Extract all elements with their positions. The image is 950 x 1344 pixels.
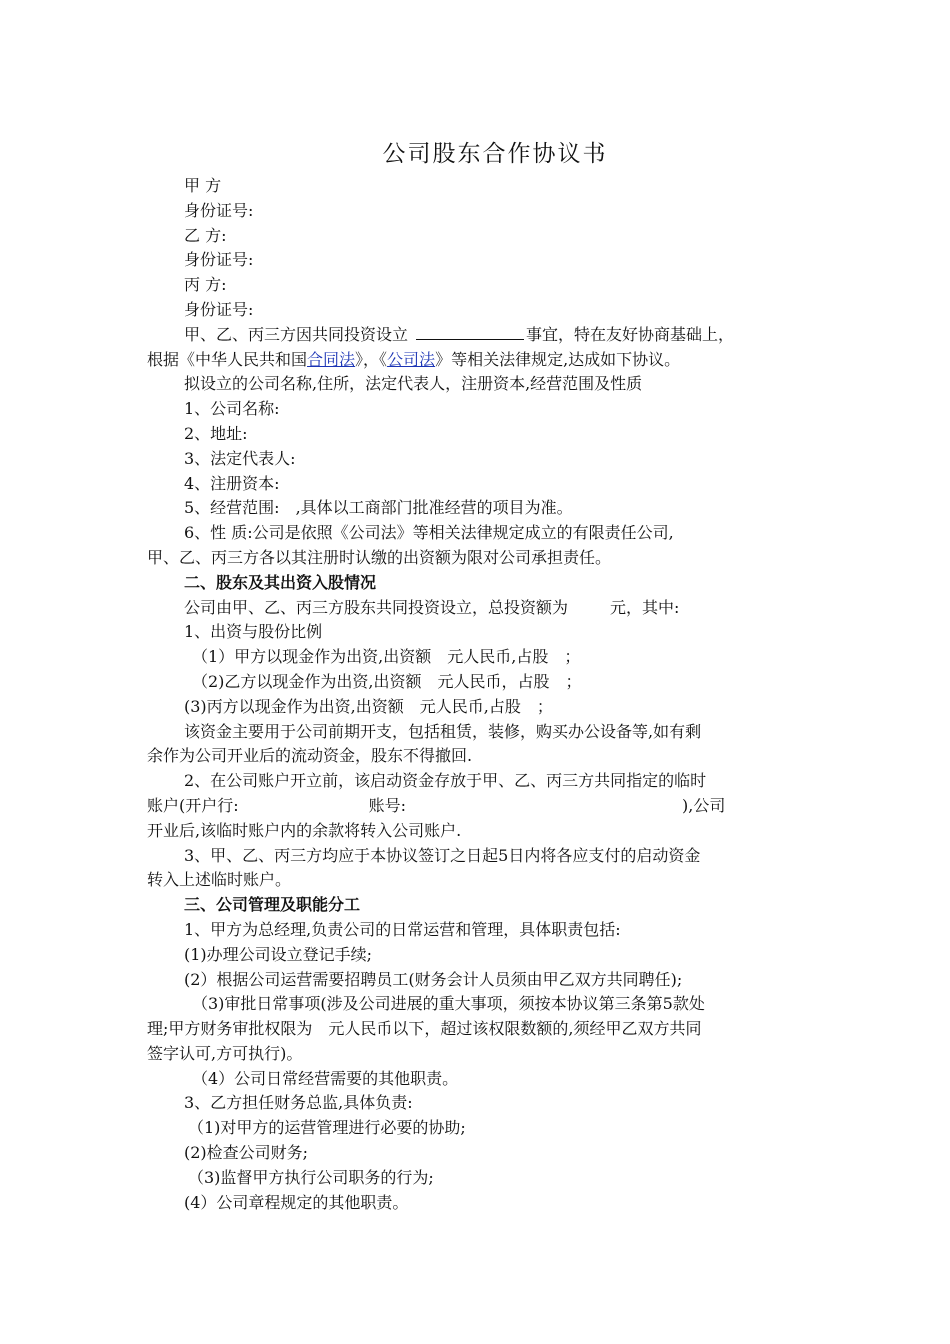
- item-nature-line-2: 甲、乙、丙三方各以其注册时认缴的出资额为限对公司承担责任。: [147, 547, 612, 567]
- intro-text-a: 甲、乙、丙三方因共同投资设立: [184, 324, 409, 344]
- section-2-item-3-line-1: 3、甲、乙、丙三方均应于本协议签订之日起5日内将各应支付的启动资金: [184, 845, 701, 865]
- item-business-scope-label: 5、经营范围:: [184, 498, 280, 518]
- section-2-item-3-line-2: 转入上述临时账户。: [147, 870, 292, 890]
- section-3-title: 三、公司管理及职能分工: [184, 895, 361, 915]
- section-2-item-1: 1、出资与股份比例: [184, 622, 323, 642]
- section-3-item-3: 3、乙方担任财务总监,具体负责:: [184, 1093, 413, 1113]
- item-business-scope-text: ,具体以工商部门批准经营的项目为准。: [295, 498, 573, 518]
- document-title: 公司股东合作协议书: [382, 141, 608, 167]
- contribution-a: （1）甲方以现金作为出资,出资额 元人民币,占股 ；: [192, 647, 581, 667]
- bank-label: 账户(开户行:: [147, 795, 239, 815]
- intro-line-2: [147, 348, 807, 373]
- fund-use-line-2: 余作为公司开业后的流动资金，股东不得撤回.: [147, 746, 473, 766]
- item-company-name: 1、公司名称:: [184, 399, 280, 419]
- section-2-intro: [147, 596, 807, 621]
- duty-b-3: （3)监督甲方执行公司职务的行为;: [188, 1167, 434, 1187]
- company-name-blank[interactable]: [416, 323, 524, 340]
- intro-text-e: 》等相关法律规定,达成如下协议。: [435, 349, 681, 369]
- section-2-title: 二、股东及其出资入股情况: [184, 572, 377, 592]
- company-law-link[interactable]: 公司法: [387, 349, 436, 369]
- plan-line: 拟设立的公司名称,住所，法定代表人，注册资本,经营范围及性质: [184, 374, 643, 394]
- contract-law-link[interactable]: 合同法: [307, 349, 356, 369]
- section-2-item-2-line-3: 开业后,该临时账户内的余款将转入公司账户.: [147, 820, 462, 840]
- contribution-c: (3)丙方以现金作为出资,出资额 元人民币,占股 ；: [184, 696, 553, 716]
- duty-a-1: (1)办理公司设立登记手续;: [184, 944, 373, 964]
- duty-a-4: （4）公司日常经营需要的其他职责。: [192, 1068, 459, 1088]
- duty-b-2: (2)检查公司财务;: [184, 1143, 309, 1163]
- duty-b-1: （1)对甲方的运营管理进行必要的协助;: [188, 1118, 466, 1138]
- duty-a-3-line-1: （3)审批日常事项(涉及公司进展的重大事项，须按本协议第三条第5款处: [192, 994, 705, 1014]
- duty-a-3-line-2: 理;甲方财务审批权限为 元人民币以下，超过该权限数额的,须经甲乙双方共同: [147, 1019, 702, 1039]
- contribution-b: （2)乙方以现金作为出资,出资额 元人民币，占股 ；: [192, 671, 582, 691]
- intro-line-1: [147, 323, 807, 348]
- fund-use-line-1: 该资金主要用于公司前期开支，包括租赁，装修，购买办公设备等,如有剩: [184, 721, 702, 741]
- intro-text-d: 》，《: [355, 349, 388, 369]
- duty-b-4: (4）公司章程规定的其他职责。: [184, 1192, 409, 1212]
- section-2-intro-b: 元，其中:: [610, 597, 680, 617]
- account-tail: ),公司: [682, 795, 726, 815]
- item-registered-capital: 4、注册资本:: [184, 473, 280, 493]
- party-b-line: 乙 方:: [184, 225, 227, 245]
- section-2-item-2-line-2: [147, 794, 807, 819]
- duty-a-2: (2）根据公司运营需要招聘员工(财务会计人员须由甲乙双方共同聘任);: [184, 969, 683, 989]
- party-c-id-line: 身份证号:: [184, 299, 254, 319]
- party-c-line: 丙 方:: [184, 275, 227, 295]
- intro-text-b: 事宜，特在友好协商基础上，: [526, 324, 735, 344]
- document-body: [147, 174, 807, 1215]
- party-b-id-line: 身份证号:: [184, 250, 254, 270]
- party-a-id-line: 身份证号:: [184, 200, 254, 220]
- section-3-item-1: 1、甲方为总经理,负责公司的日常运营和管理，具体职责包括:: [184, 919, 621, 939]
- item-business-scope: [147, 496, 807, 521]
- party-a-line: 甲 方: [184, 176, 222, 195]
- intro-text-c: 根据《中华人民共和国: [147, 349, 308, 369]
- account-label: 账号:: [368, 795, 407, 815]
- section-2-item-2-line-1: 2、在公司账户开立前，该启动资金存放于甲、乙、丙三方共同指定的临时: [184, 771, 707, 791]
- section-2-intro-a: 公司由甲、乙、丙三方股东共同投资设立，总投资额为: [184, 597, 569, 617]
- duty-a-3-line-3: 签字认可,方可执行)。: [147, 1043, 303, 1063]
- item-nature-line-1: 6、性 质:公司是依照《公司法》等相关法律规定成立的有限责任公司,: [184, 523, 674, 543]
- item-legal-rep: 3、法定代表人:: [184, 448, 296, 468]
- item-address: 2、地址:: [184, 423, 248, 443]
